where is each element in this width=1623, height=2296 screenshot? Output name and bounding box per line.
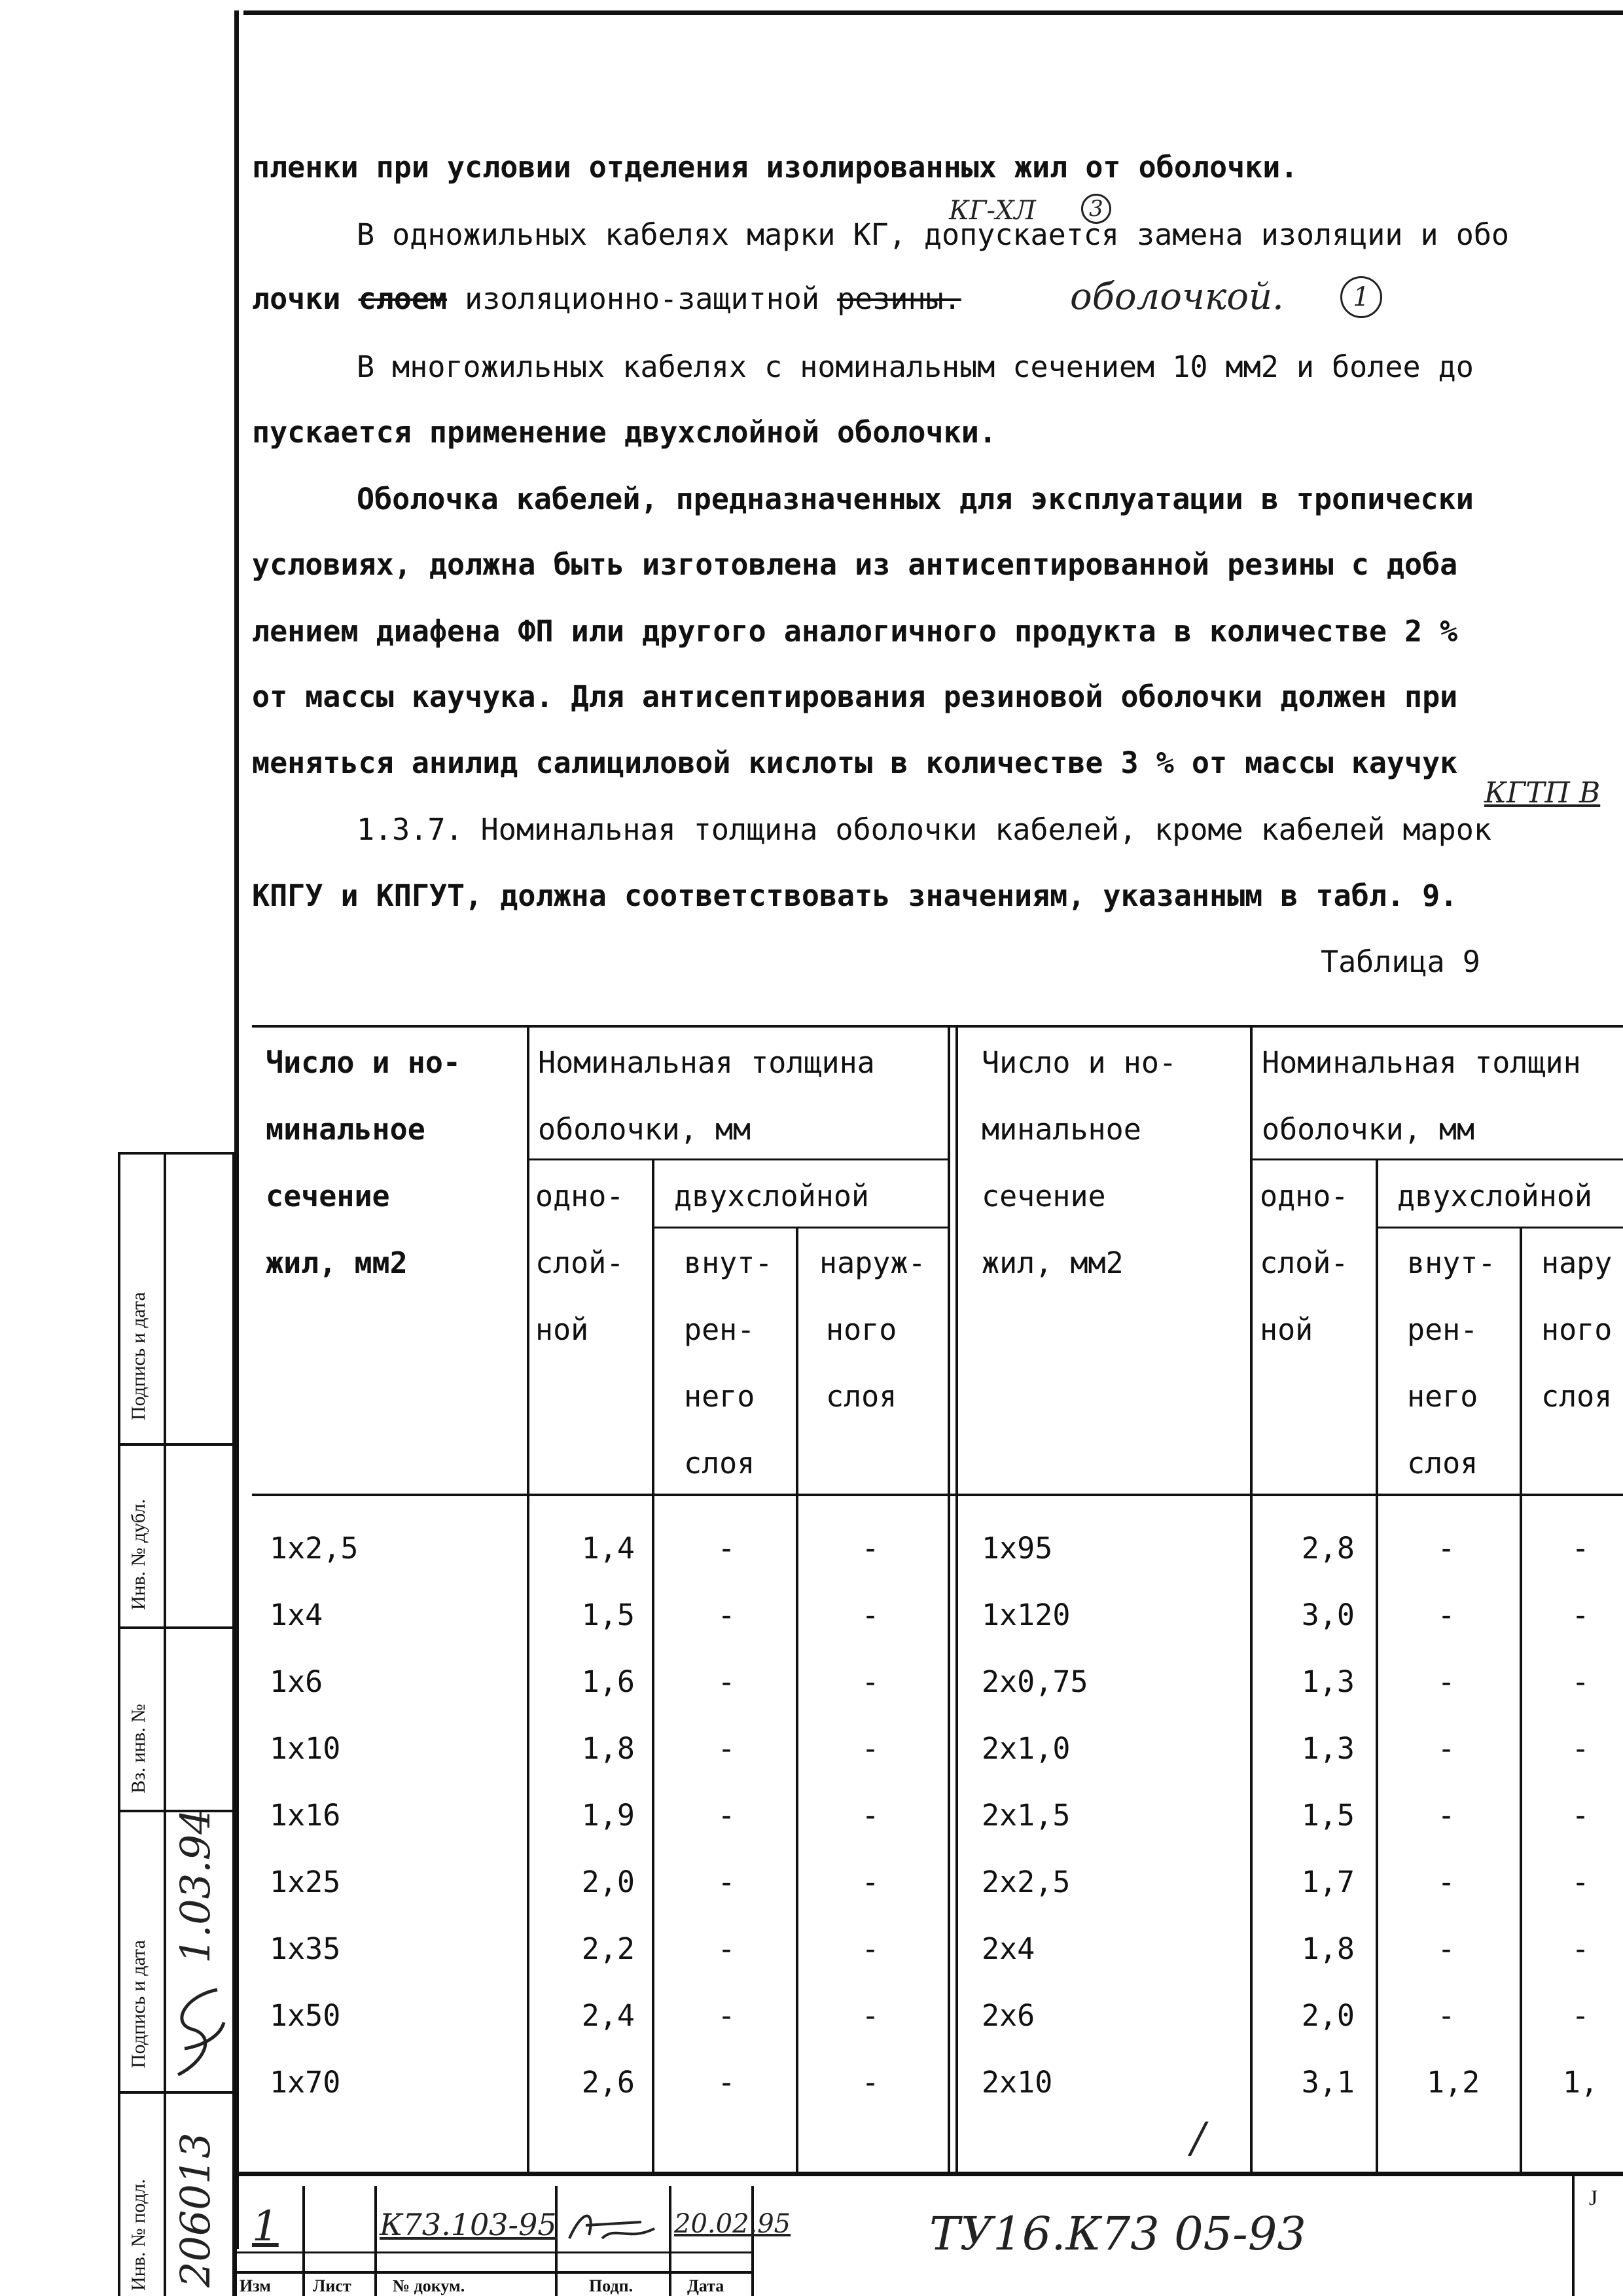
title-block-border xyxy=(234,2172,237,2296)
table-cell: - xyxy=(717,1865,736,1899)
table-cell: 2х1,0 xyxy=(982,1731,1071,1766)
table-header-cell: наруж- xyxy=(819,1246,926,1280)
table-cell: - xyxy=(1437,1731,1455,1766)
table-cell: 2х1,5 xyxy=(982,1798,1071,1833)
table-header-cell: внут- xyxy=(684,1246,773,1280)
paragraph-line: пускается применение двухслойной оболочки. xyxy=(252,415,997,450)
title-label-doc: № докум. xyxy=(393,2276,465,2295)
table-cell: - xyxy=(1571,1664,1590,1699)
table-header-cell: жил, мм2 xyxy=(982,1246,1124,1280)
table-col-divider xyxy=(1520,1227,1522,2172)
paragraph-line: меняться анилид салициловой кислоты в количестве 3 % от массы каучук xyxy=(252,745,1458,780)
table-cell: 1,7 xyxy=(1301,1865,1355,1899)
table-cell: - xyxy=(1437,1798,1455,1833)
paragraph-line: условиях, должна быть изготовлена из антисептированной резины с доба xyxy=(252,547,1458,582)
table-cell: 1,2 xyxy=(1427,2065,1480,2100)
table-cell: - xyxy=(1437,1531,1455,1566)
table-header-cell: слой- xyxy=(1260,1246,1349,1280)
table-rule xyxy=(529,1158,948,1160)
paragraph-line: В одножильных кабелях марки КГ, допускается замена изоляции и обо xyxy=(357,217,1509,252)
title-block-border xyxy=(669,2186,671,2296)
paragraph-line: пленки при условии отделения изолированных жил от оболочки. xyxy=(252,150,1298,185)
table-cell: 1,5 xyxy=(581,1598,635,1632)
document-designation: ТУ16.К73 05-93 xyxy=(929,2207,1306,2261)
stamp-border xyxy=(118,1626,234,1629)
table-header-cell: слоя xyxy=(684,1446,755,1480)
table-header-cell: него xyxy=(1407,1379,1478,1414)
table-header-cell: внут- xyxy=(1407,1246,1496,1280)
table-cell: 2,4 xyxy=(581,1998,635,2033)
table-header-cell: рен- xyxy=(1407,1312,1478,1347)
table-header-cell: оболочки, мм xyxy=(1262,1112,1475,1147)
table-cell: - xyxy=(1437,1598,1455,1632)
table-header-cell: ного xyxy=(1541,1312,1613,1347)
page-frame-left xyxy=(234,10,239,2249)
title-label-date: Дата xyxy=(687,2276,724,2295)
table-header-cell: Номинальная толщина xyxy=(538,1045,875,1080)
table-cell: - xyxy=(1437,1998,1455,2033)
table-cell: 1,5 xyxy=(1301,1798,1355,1833)
table-col-divider xyxy=(948,1025,950,2172)
title-block-border xyxy=(234,2251,751,2253)
table-cell: - xyxy=(1571,1865,1590,1899)
table-cell: 1х2,5 xyxy=(270,1531,359,1566)
title-label-list: Лист xyxy=(313,2276,351,2295)
table-header-cell: сечение xyxy=(982,1179,1106,1213)
table-header-cell: минальное xyxy=(982,1112,1141,1147)
table-header-cell: ного xyxy=(826,1312,897,1347)
table-cell: - xyxy=(717,1731,736,1766)
table-cell: - xyxy=(1437,1865,1455,1899)
table-cell: 2х2,5 xyxy=(982,1865,1071,1899)
table-cell: 1х35 xyxy=(270,1931,341,1966)
table-header-cell: оболочки, мм xyxy=(538,1112,751,1147)
handwritten-replacement: оболочкой. xyxy=(1070,276,1284,318)
table-cell: - xyxy=(861,1598,880,1632)
table-header-cell: слой- xyxy=(535,1246,624,1280)
table-header-bottom xyxy=(252,1494,1623,1496)
table-header-cell: нару xyxy=(1541,1246,1613,1280)
table-cell: 2,0 xyxy=(581,1865,635,1899)
table-header-cell: одно- xyxy=(535,1179,624,1213)
table-cell: - xyxy=(1437,1931,1455,1966)
title-corner-mark: J xyxy=(1589,2186,1598,2210)
table-top-border xyxy=(252,1025,1623,1028)
table-header-cell: двухслойной xyxy=(674,1179,870,1213)
stamp-border xyxy=(118,1443,234,1446)
stamp-handwritten-date: 1.03.94 xyxy=(171,1808,219,1964)
table-header-cell: рен- xyxy=(684,1312,755,1347)
paragraph-line: от массы каучука. Для антисептирования резиновой оболочки должен при xyxy=(252,679,1458,714)
table-cell: - xyxy=(861,1865,880,1899)
page-frame-bottom xyxy=(234,2172,1623,2176)
stamp-label: Инв. № дубл. xyxy=(128,1499,149,1610)
title-block-border xyxy=(1572,2176,1575,2296)
table-cell: 2х6 xyxy=(982,1998,1035,2033)
table-cell: 1,6 xyxy=(581,1664,635,1699)
table-cell: 1х4 xyxy=(270,1598,323,1632)
table-cell: - xyxy=(1571,1931,1590,1966)
table-cell: - xyxy=(861,1531,880,1566)
handwritten-insertion: КГТП В xyxy=(1484,776,1601,810)
table-cell: 1,8 xyxy=(1301,1931,1355,1966)
table-cell: - xyxy=(861,2065,880,2100)
table-cell: 1х120 xyxy=(982,1598,1071,1632)
table-cell: - xyxy=(861,1798,880,1833)
table-rule xyxy=(1378,1227,1623,1229)
table-cell: 1,3 xyxy=(1301,1664,1355,1699)
handwritten-circle-mark: 1 xyxy=(1340,276,1382,318)
handwritten-circle-mark: 3 xyxy=(1081,194,1111,224)
paragraph-line: лочки слоем изоляционно-защитной резины. xyxy=(252,281,961,316)
table-cell: 3,1 xyxy=(1301,2065,1355,2100)
title-hand-date: 20.02.95 xyxy=(674,2209,791,2239)
title-block-border xyxy=(302,2186,305,2296)
table-caption: Таблица 9 xyxy=(1321,944,1480,979)
title-hand-izm: 1 xyxy=(252,2202,279,2251)
table-header-cell: него xyxy=(684,1379,755,1414)
stamp-border xyxy=(232,1152,235,2296)
stamp-label: Подпись и дата xyxy=(128,1940,149,2068)
title-label-sign: Подп. xyxy=(589,2276,633,2295)
table-col-divider xyxy=(1250,1025,1253,2172)
title-block-border xyxy=(234,2271,751,2274)
paragraph-line: В многожильных кабелях с номинальным сечением 10 мм2 и более до xyxy=(357,350,1474,384)
table-cell: 2х0,75 xyxy=(982,1664,1088,1699)
stamp-handwritten-number: 206013 xyxy=(171,2132,219,2287)
stamp-label: Инв. № подл. xyxy=(128,2179,149,2291)
table-cell: 2,0 xyxy=(1301,1998,1355,2033)
table-cell: 1х25 xyxy=(270,1865,341,1899)
table-cell: - xyxy=(717,1998,736,2033)
paragraph-line: Оболочка кабелей, предназначенных для эксплуатации в тропически xyxy=(357,482,1474,516)
table-header-cell: Номинальная толщин xyxy=(1262,1045,1581,1080)
stamp-border xyxy=(118,2091,234,2094)
title-label-izm: Изм xyxy=(240,2276,272,2295)
table-header-cell: Число и но- xyxy=(982,1045,1177,1080)
title-hand-doc-number: К73.103-95 xyxy=(380,2207,557,2242)
table-cell: 1,3 xyxy=(1301,1731,1355,1766)
table-cell: - xyxy=(1571,1998,1590,2033)
table-rule xyxy=(1251,1158,1623,1160)
stamp-label: Подпись и дата xyxy=(128,1292,149,1420)
table-cell: 2,8 xyxy=(1301,1531,1355,1566)
table-header-cell: одно- xyxy=(1260,1179,1349,1213)
table-col-divider xyxy=(652,1160,654,2172)
stamp-border xyxy=(118,1152,120,2296)
table-cell: - xyxy=(1571,1531,1590,1566)
table-cell: 1,9 xyxy=(581,1798,635,1833)
table-cell: - xyxy=(1571,1598,1590,1632)
table-col-divider xyxy=(796,1227,798,2172)
table-cell: 2,2 xyxy=(581,1931,635,1966)
stamp-label: Вз. инв. № xyxy=(128,1704,149,1793)
table-col-divider xyxy=(955,1025,958,2172)
title-block-border xyxy=(751,2186,754,2296)
table-cell: - xyxy=(861,1731,880,1766)
paragraph-line: лением диафена ФП или другого аналогичного продукта в количестве 2 % xyxy=(252,614,1458,649)
table-cell: - xyxy=(1437,1664,1455,1699)
table-cell: 2х4 xyxy=(982,1931,1035,1966)
table-col-divider xyxy=(1376,1160,1378,2172)
handwritten-insertion: КГ-ХЛ xyxy=(949,196,1036,226)
table-cell: 2,6 xyxy=(581,2065,635,2100)
table-cell: 1х70 xyxy=(270,2065,341,2100)
table-header-cell: Число и но- xyxy=(266,1045,461,1080)
paragraph-line: 1.3.7. Номинальная толщина оболочки кабелей, кроме кабелей марок xyxy=(357,812,1491,847)
table-cell: - xyxy=(861,1998,880,2033)
table-header-cell: слоя xyxy=(1541,1379,1613,1414)
table-cell: 1,4 xyxy=(581,1531,635,1566)
table-cell: - xyxy=(717,1531,736,1566)
table-header-cell: ной xyxy=(535,1312,589,1347)
title-block-border xyxy=(374,2186,377,2296)
table-cell: 1, xyxy=(1562,2065,1599,2100)
table-cell: - xyxy=(717,1931,736,1966)
table-cell: - xyxy=(717,1798,736,1833)
table-cell: 2х10 xyxy=(982,2065,1053,2100)
table-header-cell: жил, мм2 xyxy=(266,1246,408,1280)
stamp-border xyxy=(118,1152,234,1155)
table-header-cell: двухслойной xyxy=(1397,1179,1593,1213)
table-cell: - xyxy=(861,1931,880,1966)
table-cell: - xyxy=(717,2065,736,2100)
table-cell: - xyxy=(861,1664,880,1699)
table-cell: 1х10 xyxy=(270,1731,341,1766)
page-frame-top xyxy=(243,10,1623,15)
table-cell: - xyxy=(1571,1731,1590,1766)
paragraph-line: КПГУ и КПГУТ, должна соответствовать значениям, указанным в табл. 9. xyxy=(252,878,1458,913)
title-signature xyxy=(563,2202,661,2248)
table-cell: 1,8 xyxy=(581,1731,635,1766)
stamp-border xyxy=(164,1152,166,2296)
table-cell: - xyxy=(717,1664,736,1699)
table-cell: 1х6 xyxy=(270,1664,323,1699)
table-header-cell: ной xyxy=(1260,1312,1313,1347)
table-rule xyxy=(653,1227,948,1229)
table-header-cell: слоя xyxy=(826,1379,897,1414)
table-cell: 1х95 xyxy=(982,1531,1053,1566)
title-hand-slash: / xyxy=(1191,2114,1205,2162)
table-cell: 3,0 xyxy=(1301,1598,1355,1632)
stamp-signature xyxy=(165,1983,230,2081)
table-col-divider xyxy=(527,1025,529,2172)
table-header-cell: минальное xyxy=(266,1112,425,1147)
table-cell: 1х16 xyxy=(270,1798,341,1833)
table-cell: - xyxy=(1571,1798,1590,1833)
table-cell: 1х50 xyxy=(270,1998,341,2033)
table-cell: - xyxy=(717,1598,736,1632)
table-header-cell: сечение xyxy=(266,1179,390,1213)
table-header-cell: слоя xyxy=(1407,1446,1478,1480)
